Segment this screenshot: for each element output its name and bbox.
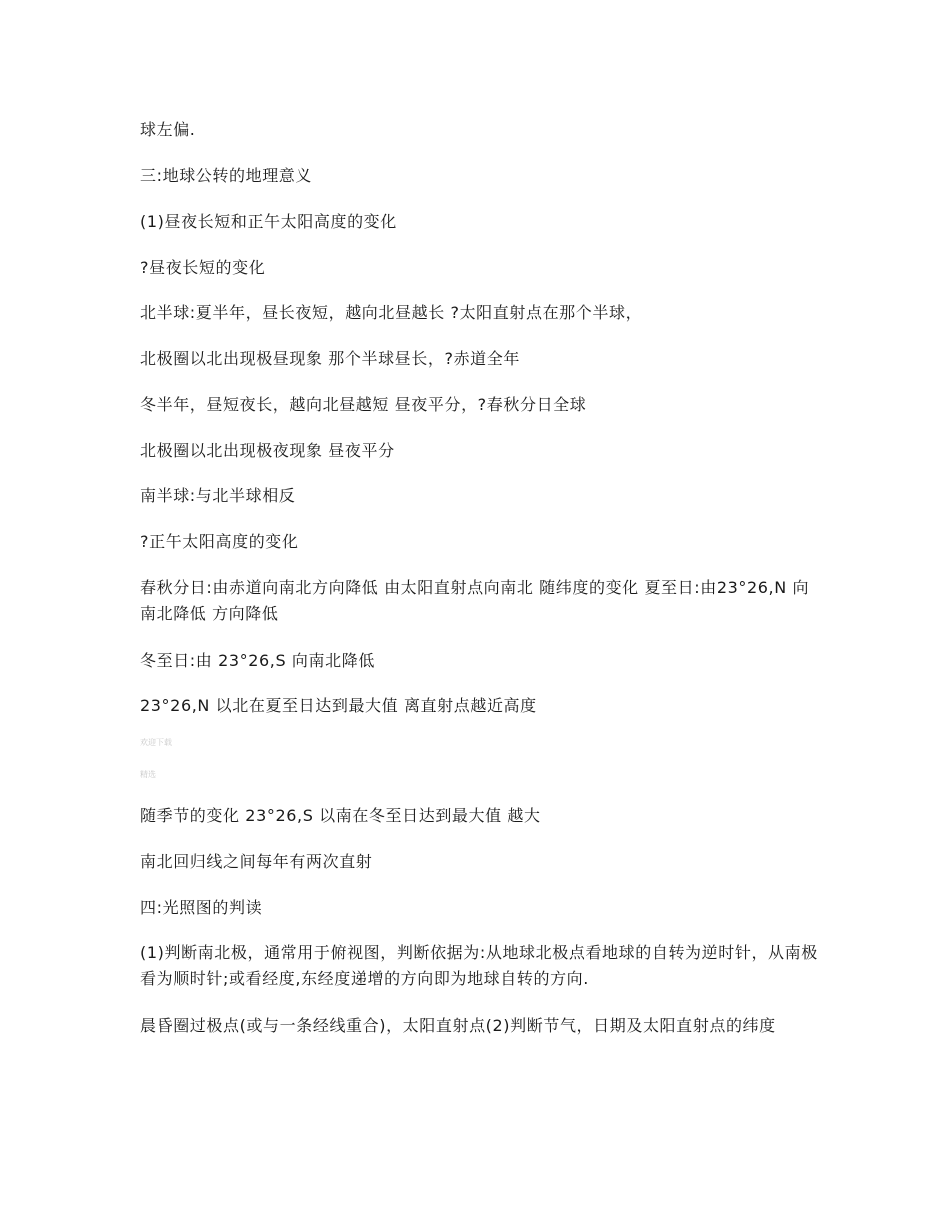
section-heading-4: 四:光照图的判读 bbox=[140, 898, 263, 917]
text-line-4: ?昼夜长短的变化 bbox=[140, 258, 266, 277]
text-line-7: 冬半年，昼短夜长，越向北昼越短 昼夜平分，?春秋分日全球 bbox=[140, 395, 587, 414]
text-line-17: (1)判断南北极，通常用于俯视图，判断依据为:从地球北极点看地球的自转为逆时针，从南极看为顺时针;或看经度,东经度递增的方向即为地球自转的方向. bbox=[140, 943, 818, 988]
section-heading-3: 三:地球公转的地理意义 bbox=[140, 166, 312, 185]
text-line-14: 随季节的变化 23°26,S 以南在冬至日达到最大值 越大 bbox=[140, 806, 541, 825]
text-line-18: 晨昏圈过极点(或与一条经线重合)，太阳直射点(2)判断节气，日期及太阳直射点的纬度 bbox=[140, 1016, 776, 1035]
text-line-1: 球左偏. bbox=[140, 120, 196, 139]
text-line-6: 北极圈以北出现极昼现象 那个半球昼长，?赤道全年 bbox=[140, 349, 520, 368]
text-line-15: 南北回归线之间每年有两次直射 bbox=[140, 852, 373, 871]
text-line-11: 春秋分日:由赤道向南北方向降低 由太阳直射点向南北 随纬度的变化 夏至日:由23°26,N 向南北降低 方向降低 bbox=[140, 578, 810, 623]
watermark-download: 欢迎下载 bbox=[140, 738, 172, 747]
text-line-10: ?正午太阳高度的变化 bbox=[140, 532, 299, 551]
text-line-13: 23°26,N 以北在夏至日达到最大值 离直射点越近高度 bbox=[140, 696, 537, 715]
text-line-8: 北极圈以北出现极夜现象 昼夜平分 bbox=[140, 441, 395, 460]
text-line-5: 北半球:夏半年，昼长夜短，越向北昼越长 ?太阳直射点在那个半球， bbox=[140, 303, 643, 322]
subheading-1: (1)昼夜长短和正午太阳高度的变化 bbox=[140, 212, 397, 231]
text-line-9: 南半球:与北半球相反 bbox=[140, 486, 296, 505]
watermark-selected: 精选 bbox=[140, 770, 156, 779]
text-line-12: 冬至日:由 23°26,S 向南北降低 bbox=[140, 651, 375, 670]
